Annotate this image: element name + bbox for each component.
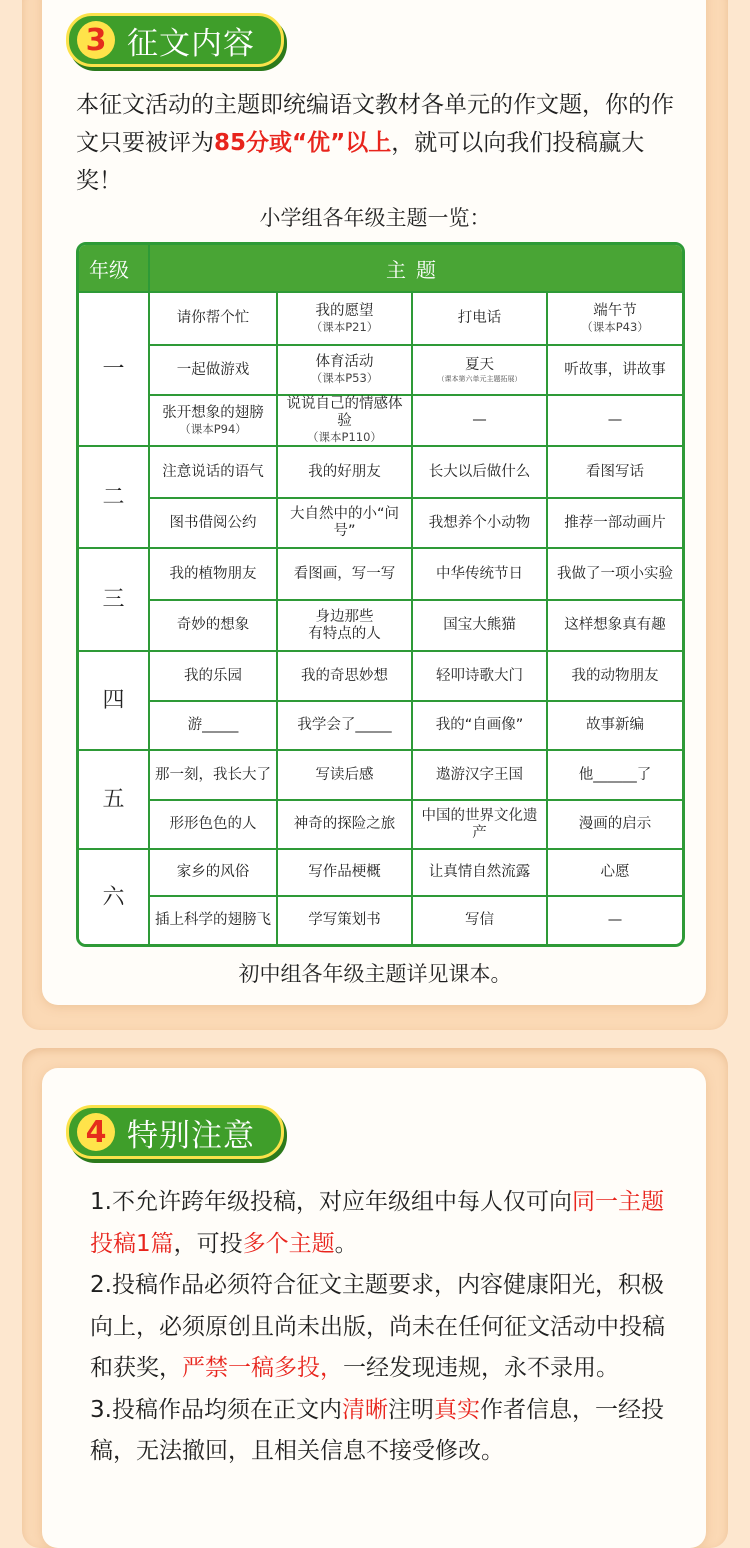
intro-text-b: ，就可以向我们投稿赢大奖！ — [76, 130, 645, 194]
theme-cell — [278, 549, 413, 601]
theme-title: 家乡的风俗 — [176, 864, 250, 880]
note-3-text-b: 注明 — [387, 1396, 434, 1423]
section-4-number-badge: 4 — [77, 1113, 115, 1151]
theme-title: 我的动物朋友 — [571, 667, 659, 684]
note-3-text-a: 3.投稿作品均须在正文内 — [90, 1396, 342, 1423]
theme-cell — [548, 850, 682, 897]
theme-title: 打电话 — [457, 310, 502, 326]
theme-cell — [278, 801, 413, 850]
theme-cell — [413, 293, 548, 346]
theme-cell — [548, 601, 682, 652]
theme-title: 我的愿望 — [315, 302, 374, 319]
theme-unit-note: （课本第六单元主题拓展） — [437, 374, 522, 383]
table-row — [79, 499, 682, 549]
theme-title: 请你帮个忙 — [176, 310, 250, 326]
section-3-number-badge: 3 — [77, 21, 115, 59]
theme-cell — [413, 801, 548, 850]
theme-cell — [548, 652, 682, 702]
middle-school-note: 初中组各年级主题详见课本。 — [238, 962, 512, 986]
theme-cell — [548, 447, 682, 499]
theme-cell — [150, 549, 278, 601]
theme-title: 体育活动 — [315, 354, 374, 370]
theme-cell — [548, 293, 682, 346]
theme-cell — [278, 293, 413, 346]
grade-label: 三 — [79, 549, 150, 652]
theme-cell — [548, 702, 682, 751]
theme-cell — [150, 751, 278, 801]
section-3-intro — [76, 86, 686, 200]
theme-title: 注意说话的语气 — [162, 463, 264, 480]
theme-cell — [150, 293, 278, 346]
note-1-text-b: ，可投 — [173, 1230, 243, 1257]
theme-table-header — [79, 245, 682, 293]
theme-title: 看图画，写一写 — [293, 565, 396, 582]
theme-cell — [548, 751, 682, 801]
theme-title: 大自然中的小“问号” — [289, 506, 399, 539]
intro-text-a: 本征文活动的主题即统编语文教材各单元的作文题，你的作文只要被评为 — [76, 92, 674, 156]
theme-cell — [278, 396, 413, 447]
theme-title: 我学会了_____ — [297, 717, 392, 733]
theme-title: 他______了 — [578, 766, 652, 783]
theme-table — [76, 242, 685, 947]
theme-title: 神奇的探险之旅 — [293, 816, 396, 832]
note-1-highlight-b: 多个主题 — [242, 1230, 335, 1257]
theme-title-line-2: 有特点的人 — [308, 625, 381, 642]
theme-title: 端午节 — [593, 302, 637, 319]
theme-table-body — [79, 293, 682, 944]
note-1-text-c: 。 — [334, 1230, 358, 1257]
theme-title: 听故事，讲故事 — [564, 361, 666, 378]
theme-cell — [150, 396, 278, 447]
theme-cell — [413, 702, 548, 751]
theme-page-ref: （课本P110） — [307, 430, 382, 444]
theme-cell — [278, 601, 413, 652]
table-row — [79, 702, 682, 751]
table-row — [79, 751, 682, 801]
header-theme: 主题 — [150, 245, 682, 293]
theme-cell — [548, 396, 682, 447]
section-4-heading — [66, 1105, 284, 1159]
theme-title: — — [472, 412, 487, 428]
section-3-heading — [66, 13, 284, 67]
grade-label: 四 — [79, 652, 150, 751]
grade-label: 二 — [79, 447, 150, 549]
table-row — [79, 346, 682, 396]
theme-cell — [413, 549, 548, 601]
theme-cell — [548, 801, 682, 850]
table-row — [79, 447, 682, 499]
header-grade: 年级 — [79, 245, 150, 293]
theme-title: 一起做游戏 — [176, 361, 250, 378]
theme-title: 图书借阅公约 — [169, 514, 257, 531]
table-row — [79, 850, 682, 897]
theme-title: 漫画的启示 — [578, 816, 652, 832]
theme-title: 我的乐园 — [184, 667, 242, 684]
theme-cell — [548, 346, 682, 396]
theme-title: 我的奇思妙想 — [301, 667, 388, 684]
section-3-title: 征文内容 — [127, 25, 255, 62]
theme-title: 推荐一部动画片 — [564, 514, 666, 531]
grade-label: 一 — [79, 293, 150, 447]
theme-cell — [413, 346, 548, 396]
theme-cell — [278, 751, 413, 801]
theme-page-ref: （课本P53） — [310, 371, 379, 385]
theme-cell — [278, 897, 413, 944]
theme-cell — [413, 897, 548, 944]
theme-cell — [413, 447, 548, 499]
theme-title: 我想养个小动物 — [428, 514, 531, 531]
theme-cell — [278, 850, 413, 897]
note-1-highlight-a: 同一主题投稿1篇 — [90, 1189, 664, 1257]
theme-cell — [278, 447, 413, 499]
theme-title: 写读后感 — [315, 766, 374, 783]
notes-list — [90, 1182, 680, 1473]
theme-title: 学写策划书 — [308, 912, 381, 928]
note-3-highlight-b: 真实 — [433, 1396, 480, 1423]
theme-title: 身边那些 — [315, 608, 374, 625]
theme-title: 写作品梗概 — [308, 864, 381, 880]
theme-title: 故事新编 — [586, 717, 644, 733]
theme-cell — [150, 897, 278, 944]
theme-cell — [413, 396, 548, 447]
theme-title: — — [607, 412, 623, 428]
note-3-highlight-a: 清晰 — [341, 1396, 388, 1423]
theme-cell — [150, 652, 278, 702]
theme-title: 说说自己的情感体验 — [286, 396, 403, 429]
theme-title: 这样想象真有趣 — [564, 617, 666, 633]
theme-cell — [278, 499, 413, 549]
theme-title: 形形色色的人 — [169, 816, 257, 832]
theme-title: 我的好朋友 — [308, 463, 381, 480]
section-4-title: 特别注意 — [127, 1117, 255, 1154]
theme-cell — [150, 601, 278, 652]
theme-cell — [413, 499, 548, 549]
theme-title: 我的植物朋友 — [169, 565, 257, 582]
theme-title: 张开想象的翅膀 — [162, 404, 264, 421]
theme-cell — [413, 850, 548, 897]
grade-label: 六 — [79, 850, 150, 944]
theme-cell — [278, 346, 413, 396]
theme-title: 夏天 — [465, 356, 494, 373]
theme-title: 遨游汉字王国 — [436, 766, 523, 783]
theme-title: 让真情自然流露 — [428, 864, 531, 880]
theme-page-ref: （课本P94） — [179, 421, 247, 436]
theme-title: 国宝大熊猫 — [443, 617, 516, 633]
table-row — [79, 396, 682, 447]
theme-page-ref: （课本P43） — [581, 319, 649, 334]
theme-title: 我的“自画像” — [435, 717, 524, 733]
theme-cell — [150, 702, 278, 751]
theme-title: 写信 — [465, 912, 494, 928]
theme-cell — [548, 549, 682, 601]
grade-label: 五 — [79, 751, 150, 850]
table-row — [79, 601, 682, 652]
theme-cell — [278, 702, 413, 751]
note-2-text-a: 2.投稿作品必须符合征文主题要求，内容健康阳光，积极向上，必须原创且尚未出版，尚未在任何征文活动中投稿和获奖， — [90, 1272, 665, 1381]
table-row — [79, 549, 682, 601]
theme-title: 轻叩诗歌大门 — [436, 667, 523, 684]
note-2 — [90, 1265, 680, 1390]
theme-title: 插上科学的翅膀飞 — [155, 912, 271, 928]
table-row — [79, 801, 682, 850]
theme-title: 心愿 — [600, 864, 630, 880]
theme-title: 长大以后做什么 — [428, 463, 531, 480]
theme-title: 那一刻，我长大了 — [155, 766, 271, 783]
theme-cell — [150, 850, 278, 897]
theme-cell — [150, 447, 278, 499]
theme-cell — [548, 499, 682, 549]
theme-cell — [413, 601, 548, 652]
note-2-highlight: 严禁一稿多投， — [182, 1355, 343, 1381]
note-3-text-c: 作者信息，一经投稿，无法撤回，且相关信息不接受修改。 — [90, 1396, 664, 1464]
intro-score-highlight: 85分或“优”以上 — [214, 130, 392, 156]
theme-cell — [150, 801, 278, 850]
theme-title: 中华传统节日 — [436, 565, 523, 582]
theme-title: 看图写话 — [586, 463, 644, 480]
theme-title: 奇妙的想象 — [176, 617, 250, 633]
theme-title: — — [607, 912, 623, 928]
theme-cell — [413, 751, 548, 801]
note-3 — [90, 1390, 680, 1473]
theme-cell — [413, 652, 548, 702]
theme-cell — [548, 897, 682, 944]
theme-title: 我做了一项小实验 — [557, 565, 673, 582]
theme-page-ref: （课本P21） — [310, 319, 379, 334]
theme-cell — [150, 346, 278, 396]
theme-title: 游_____ — [187, 717, 239, 733]
theme-cell — [278, 652, 413, 702]
note-1 — [90, 1182, 680, 1265]
theme-title: 中国的世界文化遗产 — [421, 807, 538, 841]
table-row — [79, 652, 682, 702]
table-row — [79, 293, 682, 346]
note-2-text-b: 一经发现违规，永不录用。 — [343, 1355, 619, 1381]
table-row — [79, 897, 682, 944]
note-1-text-a: 1.不允许跨年级投稿，对应年级组中每人仅可向 — [90, 1189, 572, 1215]
theme-cell — [150, 499, 278, 549]
table-caption: 小学组各年级主题一览： — [259, 206, 491, 230]
